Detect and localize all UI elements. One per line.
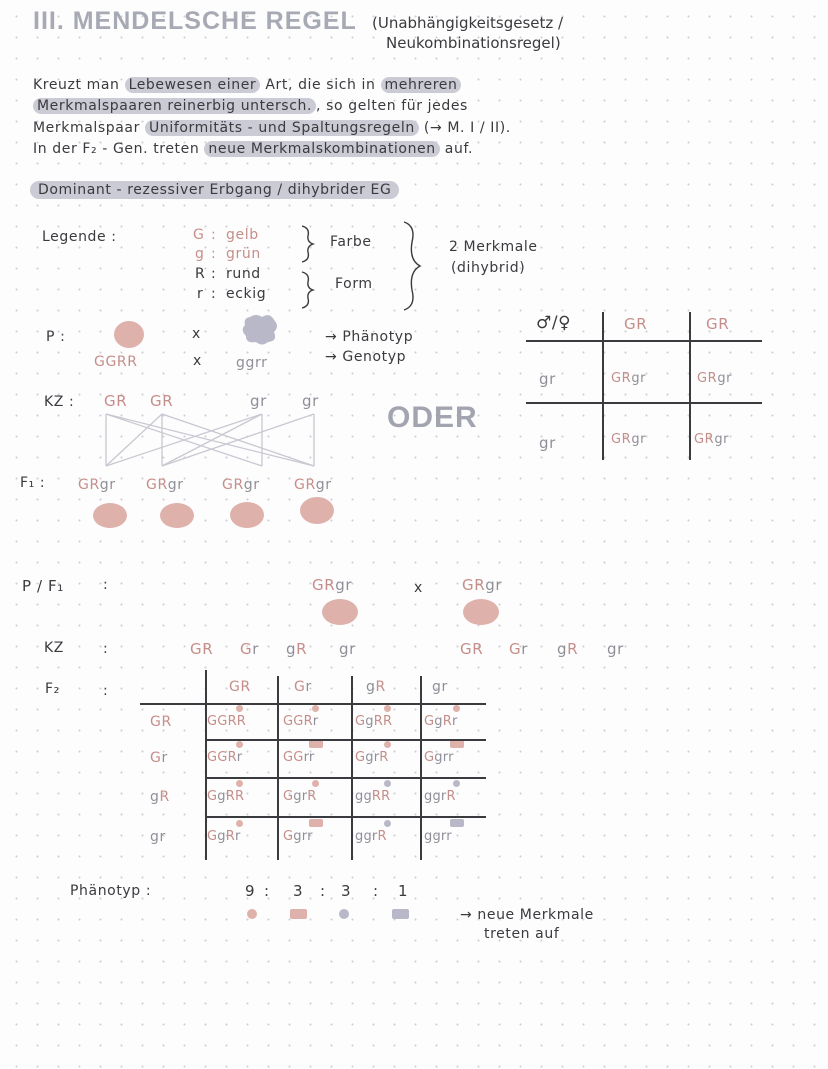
allele: g xyxy=(293,789,302,804)
intro-line-3 xyxy=(33,120,511,136)
punnett-divider xyxy=(526,340,762,342)
legend-key: r xyxy=(197,286,204,302)
legend-key: g xyxy=(195,246,205,262)
f2-cell xyxy=(424,829,452,844)
allele: R xyxy=(379,750,389,765)
allele: G xyxy=(229,679,241,695)
gamete: gr xyxy=(607,640,624,658)
f2-grid-line xyxy=(277,676,279,860)
gamete: GR xyxy=(190,640,214,658)
genotype-dominant-part: GR xyxy=(611,371,632,386)
legend-key: G xyxy=(193,227,205,243)
phenotype-mark-dot xyxy=(236,780,243,787)
allele: R xyxy=(227,714,237,729)
allele: g xyxy=(434,750,443,765)
p-genotype-1: GGRR xyxy=(94,354,138,370)
allele: r xyxy=(301,789,308,804)
gamete-combination-lines xyxy=(92,410,332,472)
f2-cell xyxy=(424,789,456,804)
legend-key: R xyxy=(195,266,206,282)
legend-traits-1: 2 Merkmale xyxy=(449,239,538,255)
f2-cell xyxy=(283,750,314,765)
genotype-recessive-part: gr xyxy=(243,477,260,493)
cross-times: x xyxy=(193,353,202,369)
ratio-value: 1 xyxy=(398,882,409,900)
allele: g xyxy=(434,714,443,729)
allele: g xyxy=(355,829,364,844)
allele: G xyxy=(293,750,304,765)
f2-cell xyxy=(355,829,387,844)
gamete: gr xyxy=(250,392,267,410)
punnett-divider xyxy=(689,312,691,460)
allele: r xyxy=(303,750,309,765)
genotyp-note: → Genotyp xyxy=(325,349,407,365)
genotype-dominant-part: GR xyxy=(462,576,486,594)
allele: r xyxy=(442,750,449,765)
oder-label: ODER xyxy=(387,401,478,434)
cross2-times: x xyxy=(414,580,423,596)
intro-line-4 xyxy=(33,141,473,157)
genotype-recessive-part: gr xyxy=(335,576,353,594)
allele: g xyxy=(424,829,433,844)
punnett-col-head: GR xyxy=(624,315,648,333)
ratio-mark-yellow-round xyxy=(247,909,257,919)
section-heading xyxy=(30,182,399,198)
legend-sep: : xyxy=(211,246,217,262)
gamete-dominant: G xyxy=(509,640,522,658)
f2-grid-line xyxy=(205,739,486,741)
genotype-dominant-part: GR xyxy=(611,432,632,447)
allele: r xyxy=(440,789,447,804)
legend-label: Legende : xyxy=(42,229,117,245)
ratio-value: 3 xyxy=(293,882,304,900)
phenotype-mark-square xyxy=(309,819,323,827)
f2-cell xyxy=(207,750,242,765)
intro-text: Art, die sich in xyxy=(265,77,376,93)
allele: G xyxy=(424,714,435,729)
intro-highlight: mehreren xyxy=(381,77,462,93)
cross2-colon: : xyxy=(103,577,109,593)
allele: G xyxy=(355,750,366,765)
f2-col-head xyxy=(366,679,386,695)
gamete xyxy=(240,640,259,658)
pea-f1 xyxy=(93,503,127,528)
allele: G xyxy=(283,714,294,729)
allele: r xyxy=(373,750,380,765)
phenotype-mark-dot xyxy=(236,705,243,712)
section-heading-text: Dominant - rezessiver Erbgang / dihybrider EG xyxy=(30,181,399,199)
punnett-cell xyxy=(611,432,646,447)
gamete-recessive: r xyxy=(252,640,260,658)
allele: G xyxy=(283,750,294,765)
allele: g xyxy=(432,829,441,844)
punnett-divider xyxy=(602,312,604,460)
cross2-label: P / F₁ xyxy=(22,577,64,595)
gamete: GR xyxy=(104,392,128,410)
ratio-mark-green-round xyxy=(339,909,349,919)
punnett-divider xyxy=(526,402,762,404)
punnett-row-head: gr xyxy=(539,370,556,388)
legend-braces xyxy=(296,220,456,310)
f1-offspring xyxy=(146,477,184,493)
f2-cell xyxy=(355,750,389,765)
allele: g xyxy=(424,789,433,804)
f2-cell xyxy=(424,750,454,765)
allele: r xyxy=(159,829,166,845)
allele: R xyxy=(307,789,317,804)
genotype-dominant-part: GR xyxy=(697,371,718,386)
f2-col-head xyxy=(229,679,251,695)
genotype-dominant-part: GR xyxy=(146,477,168,493)
cross2-parent-2 xyxy=(462,576,502,594)
phaenotyp-label: Phänotyp : xyxy=(70,883,152,899)
ratio-mark-yellow-wrinkled xyxy=(290,909,307,919)
phenotype-mark-dot xyxy=(453,780,460,787)
allele: G xyxy=(217,750,228,765)
phenotype-mark-dot xyxy=(312,705,319,712)
punnett-cell xyxy=(694,432,729,447)
f2-grid-line xyxy=(140,703,486,705)
gamete xyxy=(557,640,578,658)
f2-grid-line xyxy=(205,777,486,779)
pea-green-wrinkled xyxy=(240,311,280,347)
allele: R xyxy=(240,679,251,695)
title-subtitle-1: (Unabhängigkeitsgesetz / xyxy=(372,14,564,32)
intro-line-1 xyxy=(33,77,461,93)
intro-highlight: Merkmalspaaren reinerbig untersch. xyxy=(33,98,316,114)
title-subtitle-2: Neukombinationsregel) xyxy=(386,34,561,52)
gamete-dominant: G xyxy=(240,640,253,658)
allele: r xyxy=(448,750,454,765)
allele: R xyxy=(225,829,235,844)
allele: G xyxy=(150,750,162,766)
f2-row-head xyxy=(150,829,166,845)
f2-grid-line xyxy=(205,670,207,860)
allele: r xyxy=(440,829,447,844)
allele: G xyxy=(283,829,294,844)
legend-traits-2: (dihybrid) xyxy=(451,260,526,276)
allele: r xyxy=(308,750,315,765)
pea-yellow-round xyxy=(114,321,144,348)
gamete xyxy=(286,640,307,658)
genotype-dominant-part: GR xyxy=(78,477,100,493)
genotype-recessive-part: gr xyxy=(167,477,184,493)
allele: G xyxy=(424,750,435,765)
allele: G xyxy=(207,750,218,765)
allele: g xyxy=(366,679,376,695)
phenotype-mark-dot xyxy=(384,780,391,787)
cross2-parent-1 xyxy=(312,576,352,594)
allele: r xyxy=(161,750,168,766)
genotype-dominant-part: GR xyxy=(312,576,336,594)
f1-label: F₁ : xyxy=(20,475,46,491)
ratio-value: 3 xyxy=(341,882,352,900)
intro-text: (→ M. I / II). xyxy=(423,120,511,136)
legend-value: gelb xyxy=(226,227,259,243)
allele: R xyxy=(375,679,386,695)
phenotype-mark-dot xyxy=(236,741,243,748)
allele: R xyxy=(161,714,172,730)
punnett-col-head: GR xyxy=(706,315,730,333)
kz2-label: KZ xyxy=(44,640,64,656)
allele: R xyxy=(442,714,452,729)
legend-sep: : xyxy=(211,266,217,282)
f2-cell xyxy=(207,789,244,804)
f2-grid-line xyxy=(351,676,353,860)
intro-text: , so gelten für jedes xyxy=(316,98,468,114)
genotype-dominant-part: GR xyxy=(294,477,316,493)
pea-f1 xyxy=(160,503,194,528)
allele: g xyxy=(432,789,441,804)
f2-col-head xyxy=(432,679,448,695)
f2-cell xyxy=(283,829,313,844)
allele: g xyxy=(293,829,302,844)
allele: r xyxy=(307,829,313,844)
allele: g xyxy=(365,714,374,729)
punnett-cell xyxy=(697,371,732,386)
cross-times: x xyxy=(192,326,201,342)
allele: r xyxy=(305,679,312,695)
allele: g xyxy=(432,679,442,695)
genotype-recessive-part: gr xyxy=(714,432,730,447)
legend-sep: : xyxy=(211,286,217,302)
allele: g xyxy=(355,789,364,804)
gamete: GR xyxy=(150,392,174,410)
phenotype-mark-dot xyxy=(384,820,391,827)
allele: G xyxy=(207,829,218,844)
legend-sep: : xyxy=(211,227,217,243)
ratio-value: 9 xyxy=(245,882,256,900)
f2-colon: : xyxy=(103,683,109,699)
f2-col-head xyxy=(294,679,312,695)
pea-f1 xyxy=(230,502,264,528)
ratio-sep: : xyxy=(373,882,379,900)
ratio-mark-green-wrinkled xyxy=(392,909,409,919)
allele: r xyxy=(451,714,458,729)
f2-cell xyxy=(207,829,241,844)
genotype-dominant-part: GR xyxy=(694,432,715,447)
phaenotyp-note: → Phänotyp xyxy=(325,329,414,345)
allele: G xyxy=(150,714,162,730)
gamete-recessive: g xyxy=(557,640,568,658)
f1-offspring xyxy=(78,477,116,493)
ratio-sep: : xyxy=(264,882,270,900)
phenotype-mark-dot xyxy=(384,741,391,748)
ratio-sep: : xyxy=(320,882,326,900)
allele: R xyxy=(373,714,383,729)
intro-highlight: Lebewesen einer xyxy=(125,77,261,93)
pea-f1 xyxy=(322,599,358,625)
f2-cell xyxy=(355,714,392,729)
allele: r xyxy=(234,829,241,844)
f2-cell xyxy=(207,714,246,729)
phenotype-mark-square xyxy=(309,740,323,748)
genotype-recessive-part: gr xyxy=(631,371,647,386)
f1-offspring xyxy=(222,477,260,493)
f2-row-head xyxy=(150,789,170,805)
intro-text: auf. xyxy=(444,141,474,157)
genotype-recessive-part: gr xyxy=(99,477,116,493)
f2-cell xyxy=(283,714,318,729)
intro-text: In der F₂ - Gen. treten xyxy=(33,141,200,157)
allele: r xyxy=(446,829,452,844)
allele: r xyxy=(371,829,378,844)
punnett-corner: ♂/♀ xyxy=(536,313,572,333)
allele: R xyxy=(303,714,313,729)
f2-grid-line xyxy=(205,816,486,818)
allele: g xyxy=(150,789,160,805)
legend-value: rund xyxy=(226,266,261,282)
allele: R xyxy=(227,750,237,765)
allele: r xyxy=(312,714,319,729)
legend-color-label: Farbe xyxy=(330,234,372,250)
allele: g xyxy=(150,829,160,845)
genotype-recessive-part: gr xyxy=(631,432,647,447)
intro-highlight: Uniformitäts - und Spaltungsregeln xyxy=(145,120,419,136)
allele: G xyxy=(355,714,366,729)
allele: R xyxy=(382,714,393,729)
allele: R xyxy=(381,789,391,804)
allele: r xyxy=(301,829,308,844)
legend-form-label: Form xyxy=(335,276,373,292)
gamete: gr xyxy=(339,640,356,658)
f2-row-head xyxy=(150,714,172,730)
conclusion-line-2: treten auf xyxy=(484,926,560,942)
gamete: GR xyxy=(460,640,484,658)
f2-label: F₂ xyxy=(45,681,60,697)
intro-highlight: neue Merkmalskombinationen xyxy=(204,141,439,157)
allele: R xyxy=(234,789,245,804)
phenotype-mark-dot xyxy=(312,780,319,787)
phenotype-mark-square xyxy=(450,819,464,827)
allele: r xyxy=(441,679,448,695)
allele: G xyxy=(283,789,294,804)
page-title: III. MENDELSCHE REGEL xyxy=(33,7,357,35)
pea-f1 xyxy=(463,599,499,625)
allele: g xyxy=(217,829,226,844)
allele: R xyxy=(159,789,170,805)
kz2-colon: : xyxy=(103,641,109,657)
allele: R xyxy=(446,789,456,804)
gamete xyxy=(509,640,528,658)
kz-label: KZ : xyxy=(44,394,75,410)
gamete-recessive: g xyxy=(286,640,297,658)
f2-row-head xyxy=(150,750,168,766)
allele: R xyxy=(236,714,247,729)
allele: R xyxy=(225,789,235,804)
genotype-dominant-part: GR xyxy=(222,477,244,493)
allele: g xyxy=(363,789,372,804)
allele: G xyxy=(217,714,228,729)
legend-value: grün xyxy=(226,246,261,262)
punnett-cell xyxy=(611,371,646,386)
intro-line-2 xyxy=(33,98,468,114)
gamete: gr xyxy=(302,392,319,410)
allele: G xyxy=(294,679,306,695)
gamete-recessive: r xyxy=(521,640,529,658)
allele: r xyxy=(236,750,243,765)
phenotype-mark-dot xyxy=(384,705,391,712)
f2-grid-line xyxy=(420,676,422,860)
genotype-recessive-part: gr xyxy=(485,576,503,594)
allele: g xyxy=(365,750,374,765)
phenotype-mark-square xyxy=(450,740,464,748)
f2-cell xyxy=(424,714,458,729)
phenotype-mark-dot xyxy=(236,820,243,827)
intro-text: Merkmalspaar xyxy=(33,120,140,136)
allele: g xyxy=(363,829,372,844)
f2-cell xyxy=(355,789,390,804)
allele: g xyxy=(217,789,226,804)
allele: G xyxy=(293,714,304,729)
punnett-row-head: gr xyxy=(539,434,556,452)
conclusion-line-1: → neue Merkmale xyxy=(460,907,594,923)
gamete-dominant: R xyxy=(567,640,579,658)
phenotype-mark-dot xyxy=(453,705,460,712)
allele: R xyxy=(377,829,387,844)
pea-f1 xyxy=(300,497,334,524)
allele: G xyxy=(207,714,218,729)
intro-text: Kreuzt man xyxy=(33,77,120,93)
f2-cell xyxy=(283,789,317,804)
f1-offspring xyxy=(294,477,332,493)
legend-value: eckig xyxy=(226,286,267,302)
genotype-recessive-part: gr xyxy=(717,371,733,386)
allele: G xyxy=(207,789,218,804)
gamete-dominant: R xyxy=(296,640,308,658)
p-genotype-2: ggrr xyxy=(236,355,268,371)
genotype-recessive-part: gr xyxy=(315,477,332,493)
p-label: P : xyxy=(46,329,66,345)
allele: R xyxy=(371,789,382,804)
